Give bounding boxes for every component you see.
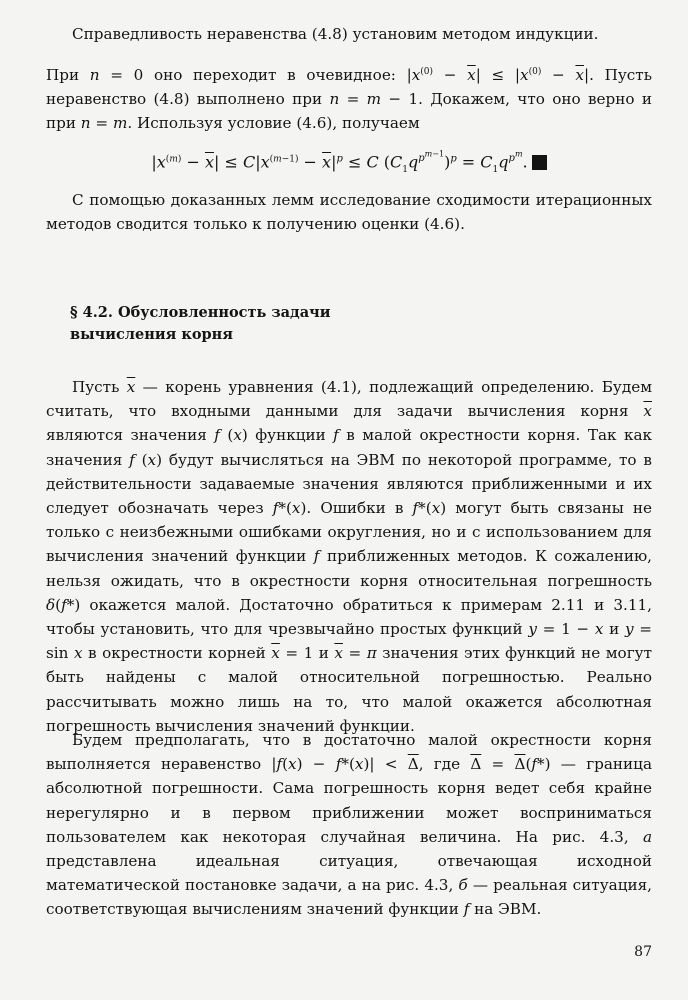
paragraph-root-definition: Пусть $\overline{x}$ — корень уравнения (4.1), подлежащий определению. Будем считать, что входными данными для задачи вычисления корня $\overline{x}$ являются значения f (x) функции f в малой окрестности корня. Так как значения f (x) будут вычисляться на ЭВМ по некоторой программе, то в действительности задаваемые значения являются приближенными и их следует обозначать через f*(x). Ошибки в f*(x) могут быть связаны не только с неизбежными ошибками округления, но и с использованием для вычисления значений функции f приближенных методов. К сожалению, нельзя ожидать, что в окрестности корня относительная погрешность δ(f*) окажется малой. Достаточно обратиться к примерам 2.11 и 3.11, чтобы установить, что для чрезвычайно простых функций y = 1 − x и y = sin x в окрестности корней $\overline{x} = 1$ и $\overline{x} = \pi$ значения этих функций не могут быть найдены с малой относительной погрешностью. Реально рассчитывать можно лишь на то, что малой окажется абсолютная погрешность вычисления значений функции. (46, 378, 653, 735)
page-number: 87 (634, 944, 652, 960)
section-heading (70, 302, 330, 346)
qed-square-icon (532, 155, 547, 170)
induction-equation: $|x^{(m)} - \overline{x}| \le C|x^{(m-1)} - \overline{x}|^p \le C$ $(C_1q^{p^{m-1}})^p = C_1q^{p^m}$. (46, 140, 652, 185)
paragraph-induction: Справедливость неравенства (4.8) установим методом индукции. (72, 25, 599, 43)
paragraph-convergence: С помощью доказанных лемм исследование сходимости итерационных методов сводится только к получению оценки (4.6). (46, 191, 652, 234)
paragraph-base-case: При n = 0 оно переходит в очевидное: $|x^{(0)} - \overline{x}| \le |x^{(0)} - \overline{x}|$. Пусть неравенство (4.8) выполнено при n = m − 1. Докажем, что оно верно и при n = m. Используя условие (4.6), получаем (46, 66, 652, 133)
section-heading-line1: § 4.2. Обусловленность задачи (70, 304, 331, 321)
paragraph-absolute-error: Будем предполагать, что в достаточно малой окрестности корня выполняется неравенство $|f(x) - f*(x)| < \overline{\Delta}$, где $\overline{\Delta} = \overline{\Delta}(f*)$ — граница абсолютной погрешности. Сама погрешность корня ведет себя крайне нерегулярно и в первом приближении может восприниматься пользователем как некоторая случайная величина. На рис. 4.3, а представлена идеальная ситуация, отвечающая исходной математической постановке задачи, а на рис. 4.3, б — реальная ситуация, соответствующая вычислениям значений функции f на ЭВМ. (46, 731, 652, 919)
section-heading-line2: вычисления корня (70, 326, 233, 343)
